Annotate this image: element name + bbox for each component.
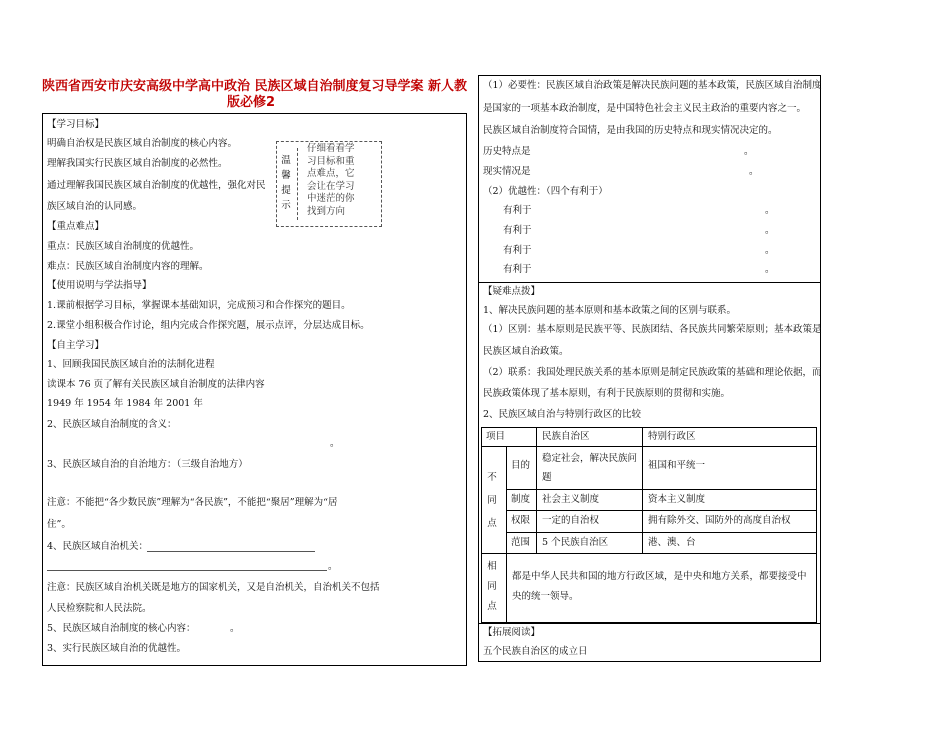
advantages-heading: （2）优越性：（四个有利于） [483, 186, 608, 197]
document-title-line1: 陕西省西安市庆安高级中学高中政治 民族区域自治制度复习导学案 新人教 [42, 79, 468, 94]
note-2-line1: 注意：民族区域自治机关既是地方的国家机关，又是自治机关，自治机关不包括 [47, 582, 380, 593]
necessity-line2: 是国家的一项基本政治制度，是中国特色社会主义民主政治的重要内容之一。 [483, 103, 807, 114]
objectives-heading: 【学习目标】 [47, 119, 105, 130]
extension-heading: 【拓展阅读】 [483, 627, 541, 638]
table-line-header [481, 446, 817, 447]
question-4: 4、民族区域自治机关： [47, 541, 149, 552]
row-authority-sar: 拥有除外交、国防外的高度自治权 [648, 515, 791, 526]
table-header-autonomous: 民族自治区 [542, 431, 590, 442]
history-end-mark: 。 [744, 146, 754, 157]
row-system-name: 制度 [511, 494, 531, 505]
question-5: 5、民族区域自治制度的核心内容： [47, 623, 196, 634]
beneficial-4-end: 。 [765, 264, 775, 275]
question-5-end-mark: 。 [230, 623, 240, 634]
question-1: 1、回顾我国民族区域自治的法制化进程 [47, 359, 215, 370]
reality-features: 现实情况是 [483, 166, 531, 177]
row-scope-autonomous: 5 个民族自治区 [542, 537, 609, 548]
method-2: 2.课堂小组积极合作讨论，组内完成合作探究题，展示点评，分层达成目标。 [47, 320, 370, 331]
question-1-reading: 读课本 76 页了解有关民族区域自治制度的法律内容 [47, 379, 265, 390]
question-4-blank-2[interactable] [47, 570, 327, 571]
row-scope-sar: 港、澳、台 [648, 537, 696, 548]
tip-label: 温馨提示 [281, 155, 291, 211]
question-4-blank[interactable] [147, 551, 315, 552]
row-system-autonomous: 社会主义制度 [542, 494, 600, 505]
key-point: 重点：民族区域自治制度的优越性。 [47, 241, 200, 252]
table-diff-label: 不同点 [487, 472, 497, 529]
note-2-line2: 人民检察院和人民法院。 [47, 603, 152, 614]
row-scope-name: 范围 [511, 537, 531, 548]
relation-line1: （2）联系：我国处理民族关系的基本原则是制定民族政策的基础和理论依据，而 [483, 367, 822, 378]
necessity-line1: （1）必要性：民族区域自治政策是解决民族问题的基本政策，民族区域自治制度 [483, 80, 822, 91]
table-line-row1 [506, 489, 817, 490]
difficulty-point: 难点：民族区域自治制度内容的理解。 [47, 261, 209, 272]
table-header-item: 项目 [486, 431, 506, 442]
beneficial-1-end: 。 [765, 205, 775, 216]
extension-text: 五个民族自治区的成立日 [483, 646, 588, 657]
doubt-heading: 【疑难点拨】 [483, 286, 541, 297]
table-line-row3 [506, 532, 817, 533]
question-2: 2、民族区域自治制度的含义： [47, 419, 177, 430]
legal-years: 1949 年 1954 年 1984 年 2001 年 [47, 398, 203, 409]
row-purpose-autonomous: 稳定社会，解决民族问题 [542, 453, 638, 483]
table-line-row4 [481, 553, 817, 554]
beneficial-4: 有利于 [503, 264, 532, 275]
key-heading: 【重点难点】 [47, 221, 105, 232]
question-2-end-mark: 。 [330, 438, 340, 449]
question-3: 3、民族区域自治的自治地方：（三级自治地方） [47, 459, 248, 470]
beneficial-2: 有利于 [503, 225, 532, 236]
table-line-row2 [506, 510, 817, 511]
document-title-line2: 版必修2 [227, 95, 276, 110]
objective-2: 理解我国实行民族区域自治制度的必然性。 [47, 158, 228, 169]
note-1-line2: 住”。 [47, 519, 71, 530]
tip-divider [297, 148, 298, 220]
question-6: 3、实行民族区域自治的优越性。 [47, 643, 187, 654]
doubt-separator [478, 282, 821, 283]
beneficial-2-end: 。 [765, 225, 775, 236]
difference-line1: （1）区别：基本原则是民族平等、民族团结、各民族共同繁荣原则；基本政策是 [483, 324, 822, 335]
row-authority-name: 权限 [511, 515, 531, 526]
question-4-end-mark: 。 [328, 561, 338, 572]
table-vline-1 [506, 446, 507, 623]
method-1: 1.课前根据学习目标，掌握课本基础知识，完成预习和合作探究的题目。 [47, 300, 351, 311]
doubt-2: 2、民族区域自治与特别行政区的比较 [483, 409, 642, 420]
objective-3: 通过理解我国民族区域自治制度的优越性，强化对民 [47, 180, 266, 191]
extension-separator [478, 623, 821, 624]
difference-line2: 民族区域自治政策。 [483, 346, 569, 357]
beneficial-3: 有利于 [503, 245, 532, 256]
beneficial-3-end: 。 [765, 245, 775, 256]
tip-text: 仔细看看学习目标和重点难点，它会让在学习中迷茫的你找到方向 [307, 143, 355, 217]
table-vline-3 [642, 427, 643, 553]
table-same-label: 相同点 [487, 561, 497, 612]
self-study-heading: 【自主学习】 [47, 340, 105, 351]
national-conditions: 民族区域自治制度符合国情，是由我国的历史特点和现实情况决定的。 [483, 125, 778, 136]
table-same-text: 都是中华人民共和国的地方行政区域，是中央和地方关系，都要接受中央的统一领导。 [512, 571, 807, 602]
method-heading: 【使用说明与学法指导】 [47, 280, 152, 291]
doubt-1: 1、解决民族问题的基本原则和基本政策之间的区别与联系。 [483, 305, 737, 316]
objective-4: 族区域自治的认同感。 [47, 201, 143, 212]
history-features: 历史特点是 [483, 146, 531, 157]
note-1-line1: 注意：不能把“各少数民族”理解为“各民族”，不能把“聚居”理解为“居 [47, 497, 338, 508]
row-authority-autonomous: 一定的自治权 [542, 515, 600, 526]
relation-line2: 民族政策体现了基本原则，有利于民族原则的贯彻和实施。 [483, 388, 731, 399]
row-purpose-sar: 祖国和平统一 [648, 460, 706, 471]
table-vline-2 [536, 427, 537, 553]
table-header-sar: 特别行政区 [648, 431, 696, 442]
row-system-sar: 资本主义制度 [648, 494, 706, 505]
objective-1: 明确自治权是民族区域自治制度的核心内容。 [47, 138, 238, 149]
row-purpose-name: 目的 [511, 460, 531, 471]
beneficial-1: 有利于 [503, 205, 532, 216]
reality-end-mark: 。 [749, 166, 759, 177]
